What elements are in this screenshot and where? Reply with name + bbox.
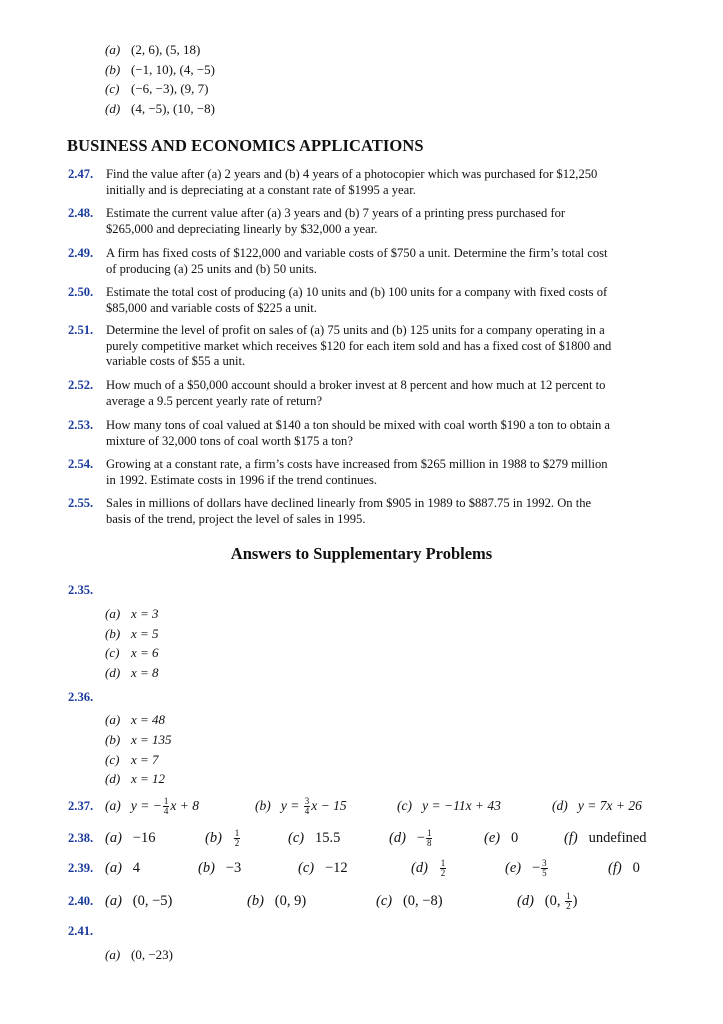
part-label: (d) — [389, 830, 406, 846]
fraction — [541, 859, 548, 878]
answer-number: 2.36. — [68, 690, 94, 704]
problem-line: mixture of 32,000 tons of coal worth $175 a ton? — [106, 433, 353, 448]
problem-line: Find the value after (a) 2 years and (b) 4 years of a photocopier which was purchased for $12,250 — [106, 167, 598, 181]
item-label: (a) — [105, 42, 121, 57]
item-label: (c) — [105, 752, 120, 767]
part-label: (f) — [608, 860, 622, 876]
answers-heading: Answers to Supplementary Problems — [230, 544, 493, 563]
problem-number: 2.53. — [68, 418, 94, 432]
item-label: (b) — [105, 732, 121, 747]
answer-part — [411, 859, 447, 878]
answer-number: 2.39. — [68, 861, 94, 875]
fraction — [163, 797, 170, 816]
answer-part — [255, 797, 347, 816]
answer-value: 0 — [632, 860, 640, 876]
item-label: (d) — [105, 100, 121, 116]
item-text: (−6, −3), (9, 7) — [131, 81, 209, 96]
numerator: 1 — [440, 858, 446, 869]
problem-line: variable costs of $55 a unit. — [106, 354, 246, 368]
part-label: (c) — [288, 830, 305, 846]
answer-number: 2.41. — [68, 924, 94, 938]
answer-part — [608, 859, 640, 877]
answer-value: (0, −8) — [402, 893, 443, 909]
item-text: x = 48 — [131, 712, 166, 727]
list-item — [105, 752, 159, 768]
equation-suffix: x + 8 — [170, 798, 199, 813]
problem-number: 2.51. — [68, 323, 94, 337]
item-text: x = 5 — [131, 626, 159, 641]
equation: y = −11x + 43 — [422, 798, 501, 813]
item-text: x = 8 — [131, 665, 159, 680]
answer-number: 2.35. — [68, 583, 94, 597]
part-label: (a) — [105, 798, 121, 813]
answer-part — [105, 859, 140, 877]
problem-number: 2.48. — [68, 206, 94, 220]
part-label: (d) — [517, 893, 534, 909]
fraction — [565, 892, 572, 911]
item-text: (4, −5), (10, −8) — [131, 100, 215, 116]
denominator: 2 — [440, 868, 446, 879]
answer-part — [288, 829, 340, 847]
problem-number: 2.47. — [68, 167, 94, 181]
answer-value: 0 — [510, 830, 519, 846]
answer-part — [397, 797, 501, 815]
denominator: 2 — [234, 838, 240, 849]
answer-value: −16 — [132, 830, 156, 846]
problem-number: 2.50. — [68, 285, 94, 299]
answer-prefix: (0, — [544, 893, 565, 909]
list-item — [105, 626, 159, 642]
item-label: (c) — [105, 81, 120, 96]
answer-part — [198, 859, 241, 877]
list-item — [105, 42, 215, 62]
numerator: 3 — [542, 858, 547, 869]
answer-part — [505, 859, 549, 878]
list-item — [105, 665, 159, 681]
answer-number: 2.40. — [68, 894, 94, 908]
top-answer-list — [105, 42, 215, 120]
list-item — [105, 771, 165, 787]
problem-number: 2.49. — [68, 246, 94, 260]
answer-suffix: ) — [572, 893, 578, 909]
problem-line: purely competitive market which receives $120 for each item sold and has a fixed cost of $1800 and — [106, 338, 612, 353]
item-text: x = 6 — [131, 645, 159, 660]
answer-number: 2.38. — [68, 831, 94, 845]
problem-line: Estimate the total cost of producing (a) 10 units and (b) 100 units for a company with fixed costs of — [106, 285, 608, 299]
part-label: (b) — [205, 830, 222, 846]
answer-value: 4 — [132, 860, 141, 876]
problem-line: $265,000 and depreciating linearly by $32,000 a year. — [106, 221, 378, 236]
answer-part — [517, 892, 577, 911]
denominator: 4 — [304, 806, 310, 817]
answer-part — [105, 829, 155, 847]
problem-line: Sales in millions of dollars have declined linearly from $905 in 1989 to $887.75 in 1992. On the — [106, 496, 592, 510]
item-text: (−1, 10), (4, −5) — [131, 61, 215, 77]
item-label: (c) — [105, 645, 120, 660]
answer-value: −3 — [225, 860, 242, 876]
part-label: (a) — [105, 860, 122, 876]
item-text: x = 7 — [131, 752, 159, 767]
problem-number: 2.55. — [68, 496, 94, 510]
answer-part — [389, 829, 433, 848]
numerator: 3 — [304, 796, 310, 807]
problem-line: A firm has fixed costs of $122,000 and variable costs of $750 a unit. Determine the firm’s total cost — [106, 246, 608, 260]
minus-sign: − — [416, 830, 425, 846]
problem-line: How many tons of coal valued at $140 a ton should be mixed with coal worth $190 a ton to obtain a — [106, 418, 611, 432]
answer-value: (0, −5) — [132, 893, 173, 909]
answer-number: 2.37. — [68, 799, 94, 813]
problem-line: initially and is depreciating at a constant rate of $1995 a year. — [106, 182, 416, 197]
part-label: (b) — [255, 798, 271, 813]
minus-sign: − — [531, 860, 541, 876]
list-item — [105, 81, 215, 101]
list-item — [105, 62, 215, 82]
answer-value: 15.5 — [314, 830, 341, 846]
section-heading: BUSINESS AND ECONOMICS APPLICATIONS — [67, 136, 424, 155]
answer-part — [105, 797, 199, 816]
item-label: (b) — [105, 626, 121, 641]
problem-line: average a 9.5 percent yearly rate of return? — [106, 393, 323, 408]
item-text: (0, −23) — [131, 947, 173, 962]
part-label: (a) — [105, 893, 122, 909]
part-label: (e) — [484, 830, 501, 846]
problem-line: Growing at a constant rate, a firm’s costs have increased from $265 million in 1988 to $279 million — [106, 457, 608, 471]
fraction — [426, 829, 433, 848]
problem-line: basis of the trend, project the level of sales in 1995. — [106, 511, 366, 526]
equation-prefix: y = − — [130, 798, 162, 813]
item-label: (a) — [105, 606, 121, 621]
item-label: (d) — [105, 665, 121, 680]
item-label: (b) — [105, 61, 121, 77]
part-label: (b) — [198, 860, 215, 876]
part-label: (d) — [552, 798, 568, 813]
equation-suffix: x − 15 — [311, 798, 347, 813]
part-label: (f) — [564, 830, 578, 846]
answer-part — [298, 859, 348, 877]
denominator: 5 — [542, 868, 547, 879]
problem-line: in 1992. Estimate costs in 1996 if the trend continues. — [106, 472, 378, 487]
numerator: 1 — [163, 796, 169, 807]
list-item — [105, 712, 165, 728]
answer-value: undefined — [588, 830, 647, 846]
item-label: (a) — [105, 712, 121, 727]
problem-line: Estimate the current value after (a) 3 years and (b) 7 years of a printing press purchased for — [106, 206, 566, 220]
part-label: (c) — [397, 798, 412, 813]
list-item — [105, 947, 173, 963]
part-label: (c) — [376, 893, 393, 909]
denominator: 2 — [566, 901, 571, 912]
equation-prefix: y = — [280, 798, 303, 813]
item-label: (d) — [105, 771, 121, 786]
part-label: (d) — [411, 860, 428, 876]
answer-part — [564, 829, 647, 847]
problem-line: of producing (a) 25 units and (b) 50 units. — [106, 261, 317, 276]
list-item — [105, 645, 159, 661]
answer-part — [105, 892, 172, 910]
list-item — [105, 606, 159, 622]
list-item — [105, 101, 215, 121]
answer-part — [247, 892, 306, 910]
item-text: x = 135 — [131, 732, 172, 747]
equation: y = 7x + 26 — [577, 798, 642, 813]
fraction — [234, 829, 241, 848]
denominator: 4 — [163, 806, 169, 817]
item-text: (2, 6), (5, 18) — [131, 42, 201, 57]
numerator: 1 — [426, 828, 432, 839]
problem-line: $85,000 and variable costs of $225 a unit. — [106, 300, 317, 315]
numerator: 1 — [234, 828, 240, 839]
problem-line: How much of a $50,000 account should a broker invest at 8 percent and how much at 12 percent to — [106, 378, 606, 392]
item-label: (a) — [105, 947, 121, 962]
item-text: x = 3 — [131, 606, 159, 621]
problem-number: 2.52. — [68, 378, 94, 392]
problem-line: Determine the level of profit on sales of (a) 75 units and (b) 125 units for a company operating in a — [106, 323, 605, 337]
list-item — [105, 732, 172, 748]
answer-value: −12 — [324, 860, 348, 876]
numerator: 1 — [566, 891, 571, 902]
problem-number: 2.54. — [68, 457, 94, 471]
part-label: (b) — [247, 893, 264, 909]
answer-part — [376, 892, 443, 910]
part-label: (e) — [505, 860, 522, 876]
answer-part — [484, 829, 518, 847]
denominator: 8 — [426, 838, 432, 849]
answer-value: (0, 9) — [274, 893, 307, 909]
fraction — [440, 859, 447, 878]
fraction — [304, 797, 311, 816]
answer-part — [205, 829, 241, 848]
part-label: (a) — [105, 830, 122, 846]
item-text: x = 12 — [131, 771, 166, 786]
answer-part — [552, 797, 642, 815]
part-label: (c) — [298, 860, 315, 876]
